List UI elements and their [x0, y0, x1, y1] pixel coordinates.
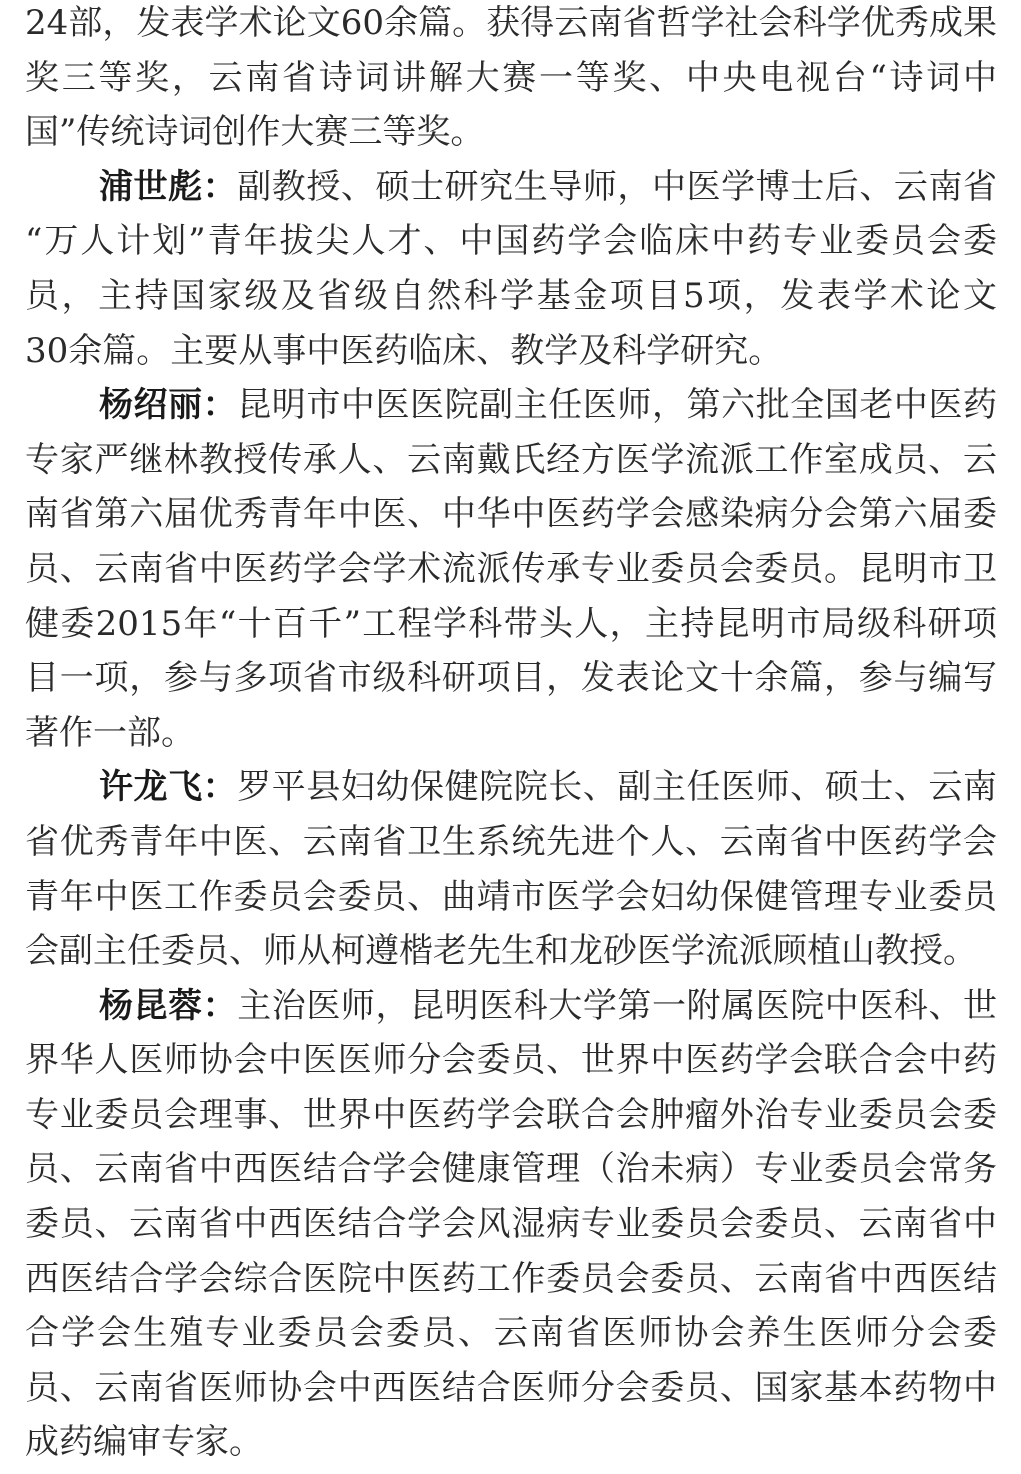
paragraph-continuation — [25, 0, 997, 164]
text-line: 著作一部。 — [25, 712, 195, 753]
text-line: 会副主任委员、师从柯遵楷老先生和龙砂医学流派顾植山教授。 — [25, 931, 977, 972]
text-line: 委员、云南省中西医结合学会风湿病专业委员会委员、云南省中 — [25, 1204, 997, 1245]
text-line: 员、云南省中医药学会学术流派传承专业委员会委员。昆明市卫 — [25, 548, 997, 589]
text-line: 奖三等奖，云南省诗词讲解大赛一等奖、中央电视台“诗词中 — [25, 57, 997, 98]
document-page — [25, 0, 997, 1474]
text-line — [25, 983, 997, 1038]
bio-paragraph-xu-longfei — [25, 764, 997, 982]
text-line: 合学会生殖专业委员会委员、云南省医师协会养生医师分会委 — [25, 1313, 997, 1354]
text-line: 省优秀青年中医、云南省卫生系统先进个人、云南省中医药学会 — [25, 821, 997, 862]
text-line — [25, 764, 997, 819]
text-span: 副教授、硕士研究生导师，中医学博士后、云南省 — [237, 166, 998, 207]
text-line: 专家严继林教授传承人、云南戴氏经方医学流派工作室成员、云 — [25, 439, 997, 480]
text-line: 专业委员会理事、世界中医药学会联合会肿瘤外治专业委员会委 — [25, 1094, 997, 1135]
bio-paragraph-yang-kunrong — [25, 983, 997, 1474]
text-line: 24部，发表学术论文60余篇。获得云南省哲学社会科学优秀成果 — [25, 3, 997, 43]
person-name: 浦世彪： — [99, 166, 238, 207]
text-line: “万人计划”青年拔尖人才、中国药学会临床中药专业委员会委 — [25, 221, 997, 262]
text-span: 主治医师，昆明医科大学第一附属医院中医科、世 — [237, 985, 998, 1026]
text-line — [25, 164, 997, 219]
text-line: 30余篇。主要从事中医药临床、教学及科学研究。 — [25, 330, 783, 371]
text-line — [25, 382, 997, 437]
person-name: 杨昆蓉： — [99, 985, 238, 1026]
text-line: 目一项，参与多项省市级科研项目，发表论文十余篇，参与编写 — [25, 658, 997, 699]
text-line: 西医结合学会综合医院中医药工作委员会委员、云南省中西医结 — [25, 1258, 997, 1299]
text-line: 界华人医师协会中医医师分会委员、世界中医药学会联合会中药 — [25, 1040, 997, 1081]
text-line: 青年中医工作委员会委员、曲靖市医学会妇幼保健管理专业委员 — [25, 876, 997, 917]
bio-paragraph-pu-shibiao — [25, 164, 997, 382]
text-line: 员、云南省中西医结合学会健康管理（治未病）专业委员会常务 — [25, 1149, 997, 1190]
text-line: 健委2015年“十百千”工程学科带头人，主持昆明市局级科研项 — [25, 603, 997, 644]
text-line: 员、云南省医师协会中西医结合医师分会委员、国家基本药物中 — [25, 1367, 997, 1408]
text-line: 国”传统诗词创作大赛三等奖。 — [25, 112, 485, 153]
text-span: 罗平县妇幼保健院院长、副主任医师、硕士、云南 — [237, 767, 998, 808]
bio-paragraph-yang-shaoli — [25, 382, 997, 764]
person-name: 杨绍丽： — [99, 385, 238, 426]
text-line: 成药编审专家。 — [25, 1422, 263, 1463]
text-span: 昆明市中医医院副主任医师，第六批全国老中医药 — [237, 385, 998, 426]
person-name: 许龙飞： — [99, 767, 238, 808]
text-line: 南省第六届优秀青年中医、中华中医药学会感染病分会第六届委 — [25, 494, 997, 535]
text-line: 员，主持国家级及省级自然科学基金项目5项，发表学术论文 — [25, 275, 997, 316]
